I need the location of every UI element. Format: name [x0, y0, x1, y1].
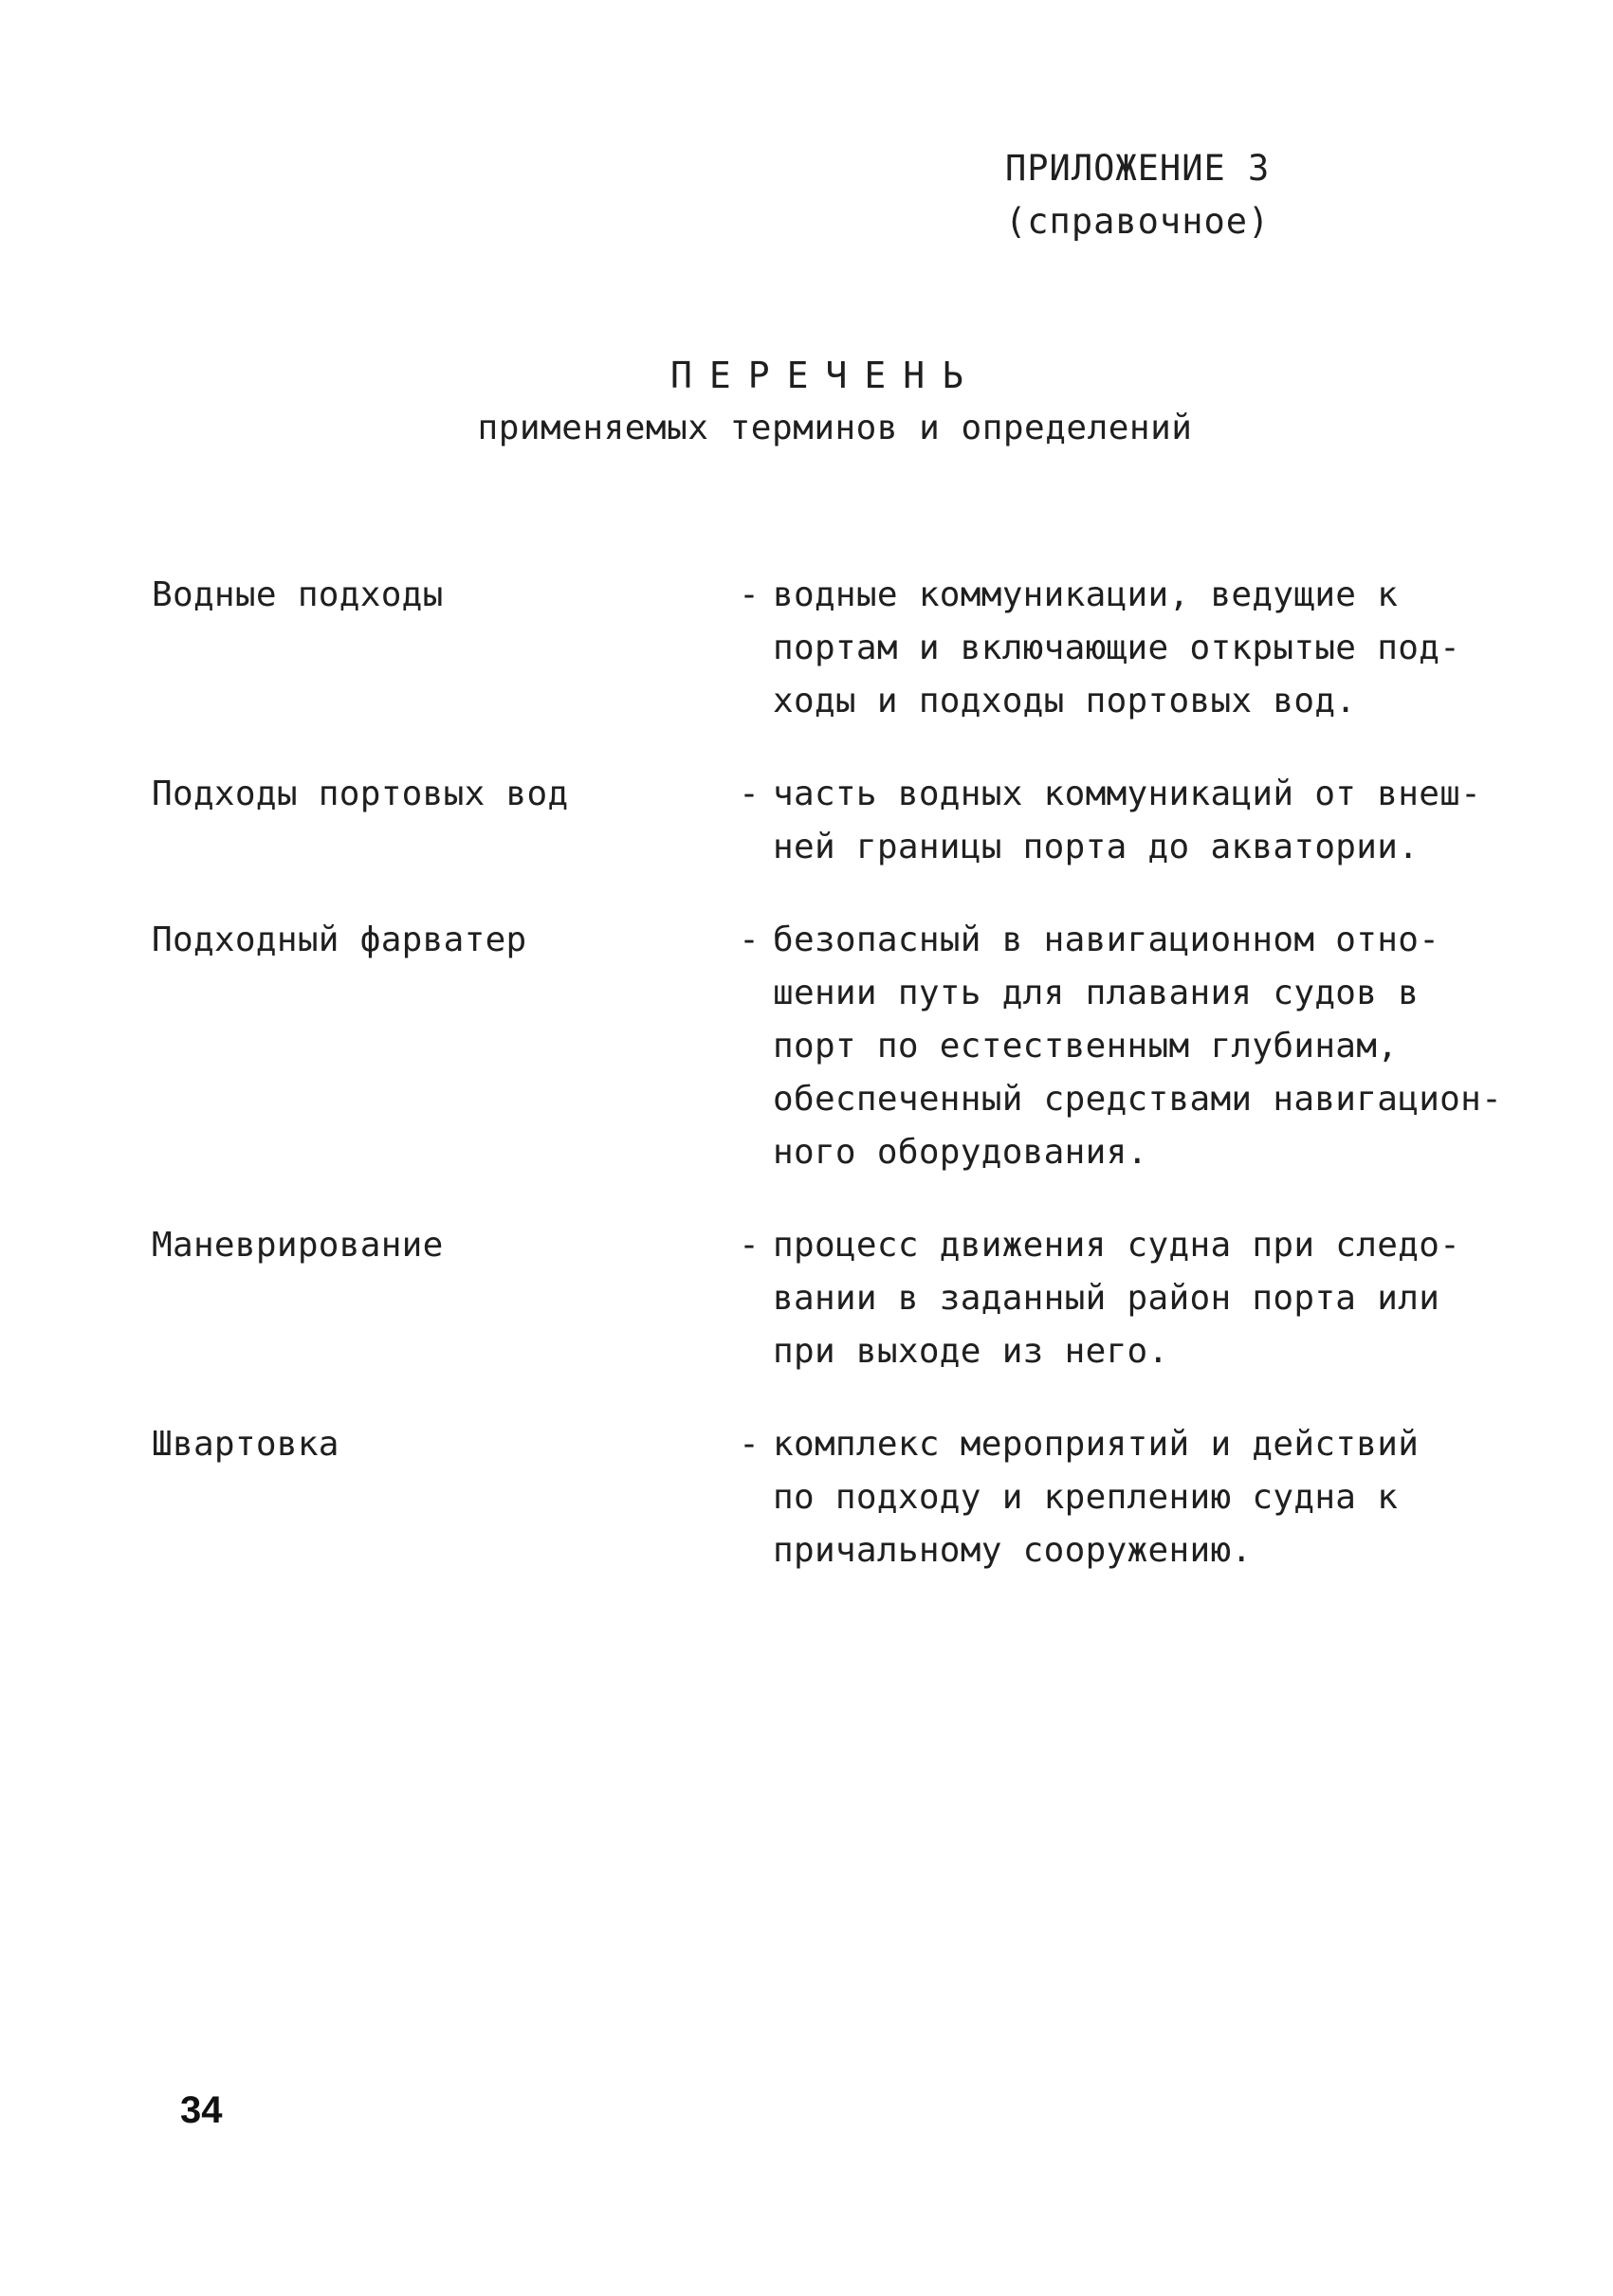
- term-entry: [152, 569, 1517, 728]
- title-block: [0, 349, 1613, 455]
- term-entry: [152, 1219, 1517, 1378]
- term-dash: -: [739, 920, 760, 959]
- definition-line: портам и включающие открытые под-: [773, 629, 1461, 667]
- definition-line: вании в заданный район порта или: [773, 1279, 1440, 1318]
- term-dash: -: [739, 774, 760, 813]
- term-entry: [152, 1418, 1517, 1577]
- definition-line: ного оборудования.: [773, 1133, 1148, 1172]
- definition-line: ней границы порта до акватории.: [773, 828, 1420, 866]
- term-definition: [773, 1418, 1512, 1577]
- term-dash: -: [739, 1425, 760, 1464]
- appendix-label: ПРИЛОЖЕНИЕ 3: [1005, 148, 1271, 189]
- definition-line: ходы и подходы портовых вод.: [773, 682, 1357, 720]
- term-dash: -: [739, 1226, 760, 1265]
- term-name: Швартовка: [152, 1425, 339, 1464]
- term-name: Подходы портовых вод: [152, 774, 569, 813]
- term-definition: [773, 569, 1512, 728]
- definition-line: шении путь для плавания судов в: [773, 974, 1420, 1012]
- term-definition: [773, 1219, 1512, 1378]
- term-name: Водные подходы: [152, 575, 444, 614]
- page-title: ПЕРЕЧЕНЬ: [669, 355, 981, 396]
- definition-line: при выходе из него.: [773, 1332, 1169, 1371]
- definition-line: причальному сооружению.: [773, 1531, 1253, 1570]
- definition-line: по подходу и креплению судна к: [773, 1478, 1399, 1517]
- definition-line: комплекс мероприятий и действий: [773, 1425, 1420, 1464]
- page-number: 34: [180, 2089, 223, 2131]
- definition-line: обеспеченный средствами навигацион-: [773, 1080, 1503, 1119]
- term-definition: [773, 914, 1512, 1179]
- definition-line: часть водных коммуникаций от внеш-: [773, 774, 1482, 813]
- appendix-header: [1005, 142, 1270, 248]
- terms-list: [152, 569, 1517, 1617]
- definition-line: водные коммуникации, ведущие к: [773, 575, 1399, 614]
- term-entry: [152, 768, 1517, 874]
- term-name: Маневрирование: [152, 1226, 444, 1265]
- term-definition: [773, 768, 1512, 874]
- term-dash: -: [739, 575, 760, 614]
- definition-line: порт по естественным глубинам,: [773, 1027, 1399, 1066]
- page-subtitle: применяемых терминов и определений: [477, 409, 1193, 447]
- appendix-note: (справочное): [1005, 201, 1271, 242]
- definition-line: безопасный в навигационном отно-: [773, 920, 1440, 959]
- term-entry: [152, 914, 1517, 1179]
- definition-line: процесс движения судна при следо-: [773, 1226, 1461, 1265]
- term-name: Подходный фарватер: [152, 920, 527, 959]
